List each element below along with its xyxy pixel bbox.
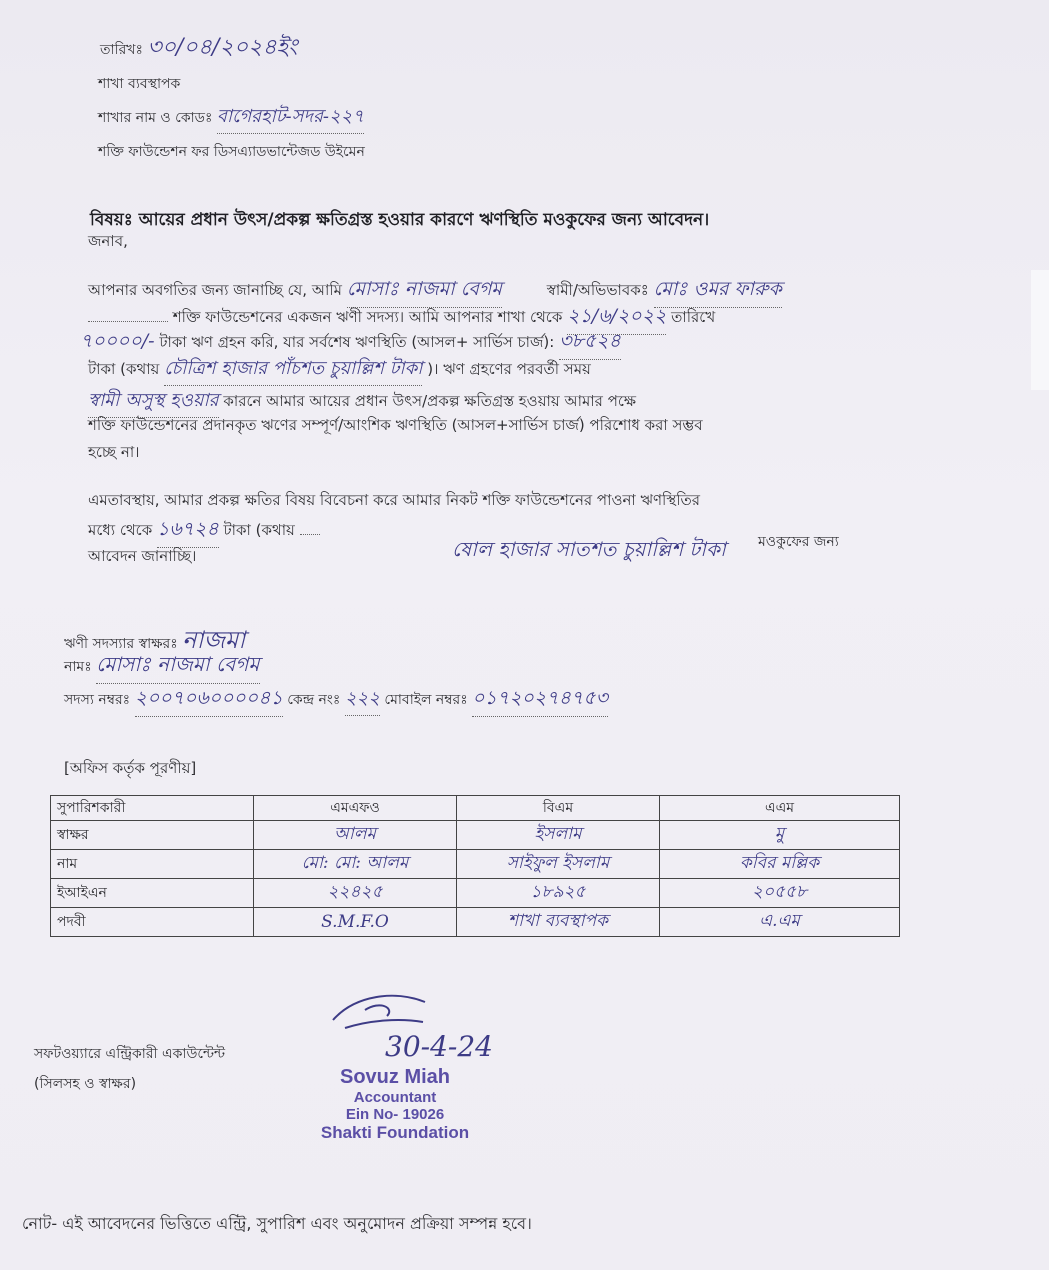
ein-cell: ২০৫৫৮ <box>660 879 900 908</box>
para1-text: টাকা (কথায় <box>88 360 160 378</box>
waive-words-handwritten: ষোল হাজার সাতশত চুয়াল্লিশ টাকা <box>452 537 726 561</box>
table-header-row <box>51 796 900 821</box>
para1-text: তারিখে <box>671 308 716 326</box>
member-name-handwritten: মোসাঃ নাজমা বেগম <box>347 275 502 308</box>
branch-line <box>98 102 364 134</box>
balance-handwritten: ৩৮৫২৪ <box>559 327 621 360</box>
stamp-name: Sovuz Miah <box>339 1066 450 1088</box>
row-label: নাম <box>51 850 254 879</box>
salutation: জনাব, <box>88 232 128 250</box>
accountant-date-handwritten: 30-4-24 <box>385 1030 493 1063</box>
signature-label: ঋণী সদস্যার স্বাক্ষরঃ <box>64 636 178 652</box>
waive-amount-handwritten: ১৬৭২৪ <box>157 515 219 548</box>
member-id-value: ২০০৭০৬০০০০৪১ <box>135 684 283 717</box>
para1-text: আপনার অবগতির জন্য জানাচ্ছি যে, আমি <box>88 281 342 299</box>
para2-line1: এমতাবস্থায়, আমার প্রকল্প ক্ষতির বিষয় বিবেচনা করে আমার নিকট শক্তি ফাউন্ডেশনের পাওনা ঋণস্থিতির <box>88 491 701 509</box>
recommendation-table <box>50 795 900 937</box>
table-row <box>51 821 900 850</box>
loan-date-handwritten: ২১/৬/২০২২ <box>567 302 666 335</box>
stamp-title: Accountant <box>353 1089 437 1106</box>
page-edge-shadow <box>1031 270 1049 390</box>
para1-text: টাকা ঋণ গ্রহন করি, যার সর্বশেষ ঋণস্থিতি (আসল+ সার্ভিস চার্জ): <box>159 333 555 351</box>
header-am: এএম <box>660 796 900 821</box>
row-label: ইআইএন <box>51 879 254 908</box>
stamp-org: Shakti Foundation <box>320 1123 470 1142</box>
guardian-label: স্বামী/অভিভাবকঃ <box>546 281 649 299</box>
name-cell: সাইফুল ইসলাম <box>457 850 660 879</box>
para1-text: কারনে আমার আয়ের প্রধান উৎস/প্রকল্প ক্ষতিগ্রস্ত হওয়ায় আমার পক্ষে <box>223 392 637 410</box>
branch-value: বাগেরহাট-সদর-২২৭ <box>217 102 364 134</box>
accountant-sub-label: (সিলসহ ও স্বাক্ষর) <box>34 1076 137 1092</box>
subject-line: বিষয়ঃ আয়ের প্রধান উৎস/প্রকল্প ক্ষতিগ্রস্ত হওয়ার কারণে ঋণস্থিতি মওকুফের জন্য আবেদন। <box>90 210 710 230</box>
loan-amount-handwritten: ৭০০০০/- <box>80 330 155 352</box>
accountant-label: সফটওয়্যারে এন্ট্রিকারী একাউন্টেন্ট <box>34 1046 226 1062</box>
mobile-value: ০১৭২০২৭৪৭৫৩ <box>472 684 608 717</box>
para2-text: টাকা (কথায় <box>223 521 295 539</box>
center-value: ২২২ <box>345 684 380 716</box>
balance-words-handwritten: চৌত্রিশ হাজার পাঁচশত চুয়াল্লিশ টাকা <box>164 354 422 386</box>
date-line <box>100 30 298 67</box>
signature-cell: ইসলাম <box>457 821 660 850</box>
para1-line7: হচ্ছে না। <box>88 443 140 461</box>
branch-label: শাখার নাম ও কোডঃ <box>98 110 213 126</box>
stamp-ein: Ein No- 19026 <box>345 1106 445 1123</box>
para1-line4 <box>88 354 591 386</box>
name-label: নামঃ <box>64 659 92 675</box>
ein-cell: ২২৪২৫ <box>254 879 457 908</box>
accountant-stamp <box>300 1066 490 1143</box>
name-cell: কবির মল্লিক <box>660 850 900 879</box>
para2-line3: আবেদন জানাচ্ছি। <box>88 547 197 565</box>
para2-line2 <box>88 515 320 548</box>
member-name-line <box>64 650 260 684</box>
header-recommender: সুপারিশকারী <box>51 796 254 821</box>
member-signature: নাজমা <box>182 626 246 654</box>
blank-dots <box>300 534 320 535</box>
member-id-label: সদস্য নম্বরঃ <box>64 692 131 708</box>
recipient-title: শাখা ব্যবস্থাপক <box>98 76 181 92</box>
designation-cell: S.M.F.O <box>254 908 457 937</box>
date-value: ৩০/০৪/২০২৪ইং <box>147 35 298 60</box>
header-mfo: এমএফও <box>254 796 457 821</box>
designation-cell: শাখা ব্যবস্থাপক <box>457 908 660 937</box>
para1-text: )। ঋণ গ্রহণের পরবর্তী সময় <box>427 360 591 378</box>
mobile-label: মোবাইল নম্বরঃ <box>384 692 468 708</box>
row-label: স্বাক্ষর <box>51 821 254 850</box>
signature-cell: আলম <box>254 821 457 850</box>
blank-dots <box>88 321 168 322</box>
header-bm: বিএম <box>457 796 660 821</box>
table-row <box>51 879 900 908</box>
date-label: তারিখঃ <box>100 42 143 58</box>
para1-line6: শক্তি ফাউন্ডেশনের প্রদানকৃত ঋণের সম্পূর্ণ/আংশিক ঋণস্থিতি (আসল+সার্ভিস চার্জ) পরিশোধ করা সম্ভব <box>88 416 703 434</box>
table-row <box>51 850 900 879</box>
reason-handwritten: স্বামী অসুস্থ হওয়ার <box>88 386 219 418</box>
para2-waiver-text: মওকুফের জন্য <box>758 534 839 550</box>
org-name: শক্তি ফাউন্ডেশন ফর ডিসএ্যাডভান্টেজড উইমেন <box>98 144 365 160</box>
member-id-line <box>64 684 608 717</box>
signature-cell: মু <box>660 821 900 850</box>
ein-cell: ১৮৯২৫ <box>457 879 660 908</box>
name-cell: মো: মো: আলম <box>254 850 457 879</box>
para1-text: শক্তি ফাউন্ডেশনের একজন ঋণী সদস্য। আমি আপনার শাখা থেকে <box>172 308 563 326</box>
table-row <box>51 908 900 937</box>
row-label: পদবী <box>51 908 254 937</box>
guardian-name-handwritten: মোঃ ওমর ফারুক <box>654 275 782 308</box>
para2-text: মধ্যে থেকে <box>88 521 153 539</box>
designation-cell: এ.এম <box>660 908 900 937</box>
center-label: কেন্দ্র নংঃ <box>287 692 341 708</box>
footer-note: নোট- এই আবেদনের ভিত্তিতে এন্ট্রি, সুপারিশ এবং অনুমোদন প্রক্রিয়া সম্পন্ন হবে। <box>22 1214 532 1233</box>
member-name-value: মোসাঃ নাজমা বেগম <box>96 650 259 684</box>
office-note: [অফিস কর্তৃক পূরণীয়] <box>64 759 197 777</box>
